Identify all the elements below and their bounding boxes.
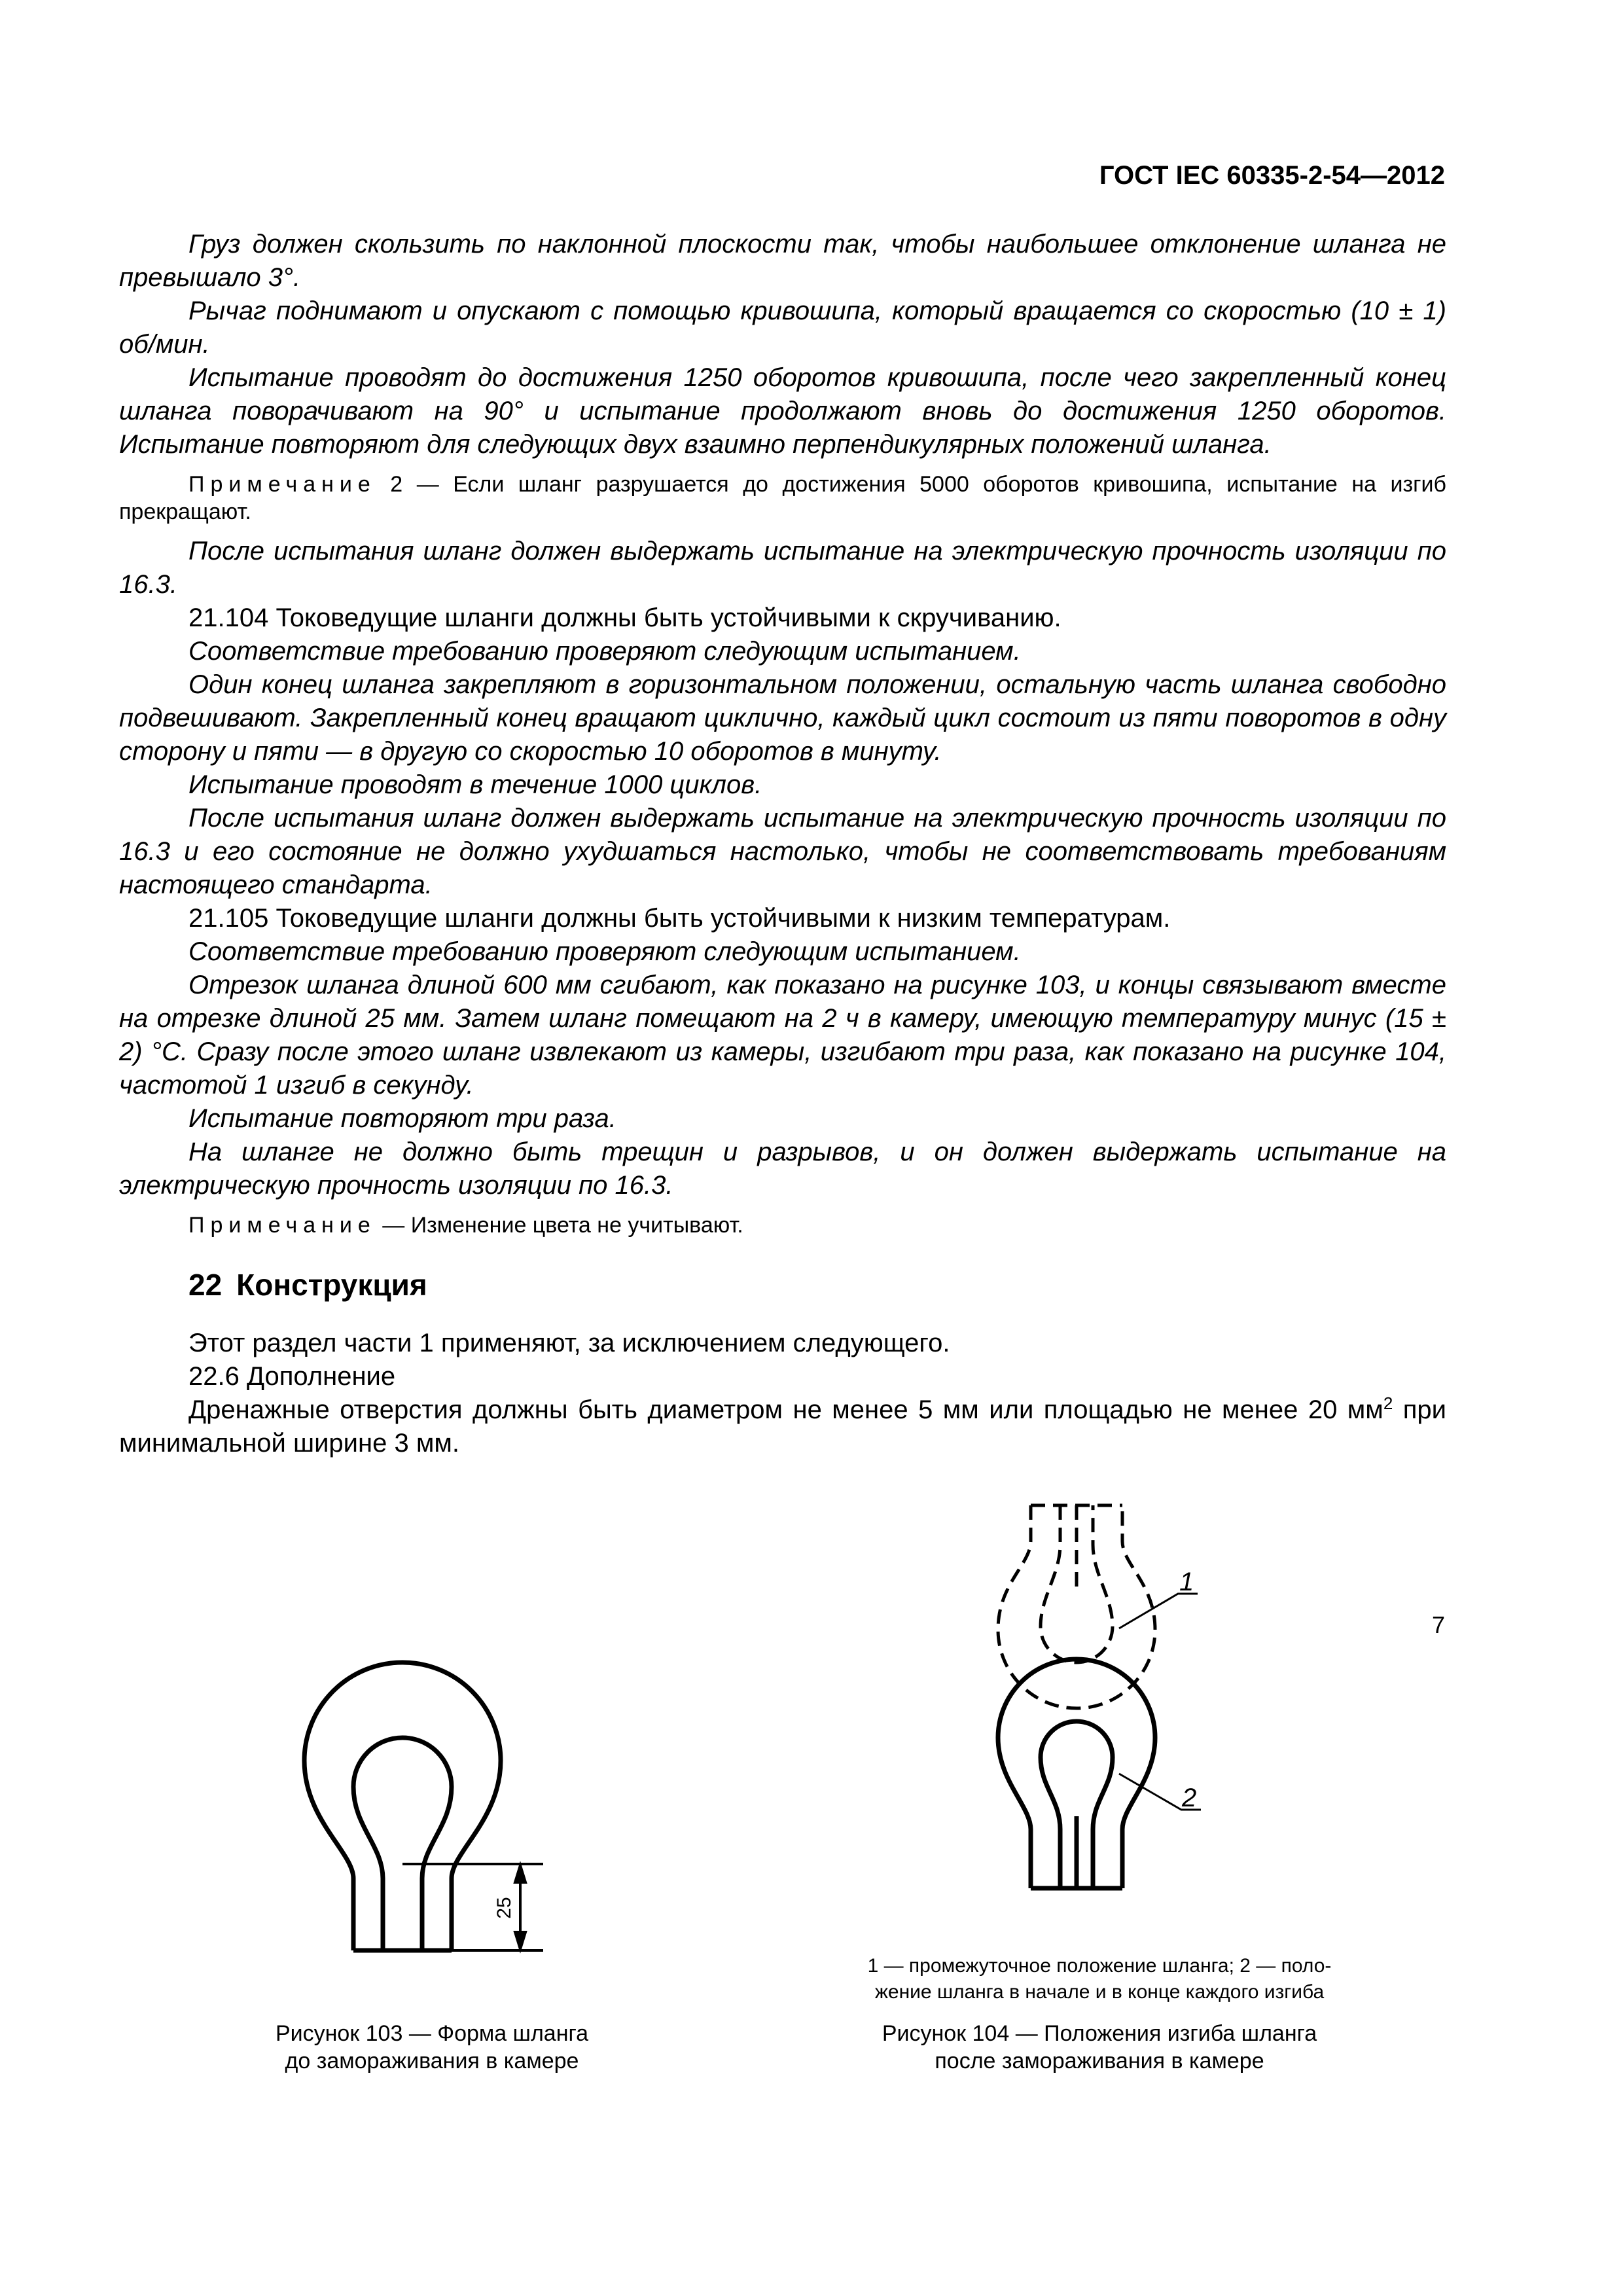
page-number: 7	[1431, 1611, 1445, 1638]
figure-104-legend-line1: 1 — промежуточное положение шланга; 2 — поло-	[867, 1955, 1332, 1977]
note-3-text: — Изменение цвета не учитывают.	[376, 1213, 743, 1238]
figure-104-legend	[798, 1953, 1400, 2005]
drain-text: Дренажные отверстия должны быть диаметром не менее 5 мм или площадью не менее 20 мм	[188, 1395, 1383, 1424]
leader-1	[1119, 1594, 1198, 1628]
paragraph-revolutions: Испытание проводят до достижения 1250 оборотов кривошипа, после чего закрепленный конец шланга поворачивают на 90° и испытание продолжают вновь до достижения 1250 оборотов. Испытание повторяют для следующих двух взаимно перпендикулярных положений шланга.	[119, 363, 1446, 459]
hose-inner-outline	[353, 1738, 452, 1950]
figure-103-caption-line2: до замораживания в камере	[285, 2049, 579, 2073]
hose-outer-outline	[304, 1662, 501, 1950]
figure-103-caption-line1: Рисунок 103 — Форма шланга	[275, 2021, 589, 2046]
figure-103-caption	[203, 2020, 661, 2075]
paragraph-compliance-2: Соответствие требованию проверяют следующим испытанием.	[188, 937, 1021, 966]
dimension-25-label: 25	[493, 1897, 515, 1919]
paragraph-twist-test: Один конец шланга закрепляют в горизонтальном положении, остальную часть шланга свободно подвешивают. Закрепленный конец вращают циклично, каждый цикл состоит из пяти поворотов в одну сторону и пяти — в другую со скоростью 10 оборотов в минуту.	[119, 670, 1446, 766]
note-2-text: 2 — Если шланг разрушается до достижения 5000 оборотов кривошипа, испытание на изгиб прекращают.	[119, 472, 1446, 524]
note-2	[119, 471, 1446, 526]
paragraph-cycles: Испытание проводят в течение 1000 циклов.	[188, 770, 762, 799]
drain-text-end: при минимальной ширине 3 мм.	[119, 1395, 1446, 1458]
paragraph-load-slide: Груз должен скользить по наклонной плоскости так, чтобы наибольшее отклонение шланга не превышало 3°.	[119, 230, 1446, 292]
paragraph-lever-crank: Рычаг поднимают и опускают с помощью кривошипа, который вращается со скоростью (10 ± 1) об/мин.	[119, 296, 1446, 359]
clause-21-104: 21.104 Токоведущие шланги должны быть устойчивыми к скручиванию.	[188, 603, 1061, 632]
clause-21-105: 21.105 Токоведущие шланги должны быть устойчивыми к низким температурам.	[188, 904, 1171, 933]
section-22-heading	[188, 1266, 1446, 1303]
figure-104-caption	[812, 2020, 1387, 2075]
section-22-intro: Этот раздел части 1 применяют, за исключением следующего.	[188, 1329, 950, 1357]
paragraph-drain-holes	[119, 1393, 1446, 1460]
section-number: 22	[188, 1268, 223, 1302]
clause-22-6: 22.6 Дополнение	[188, 1362, 396, 1391]
dimension-arrow-bottom	[515, 1932, 526, 1949]
figure-104-caption-line2: после замораживания в камере	[935, 2049, 1264, 2073]
start-end-position-solid	[998, 1659, 1155, 1888]
intermediate-position-dashed	[998, 1505, 1155, 1708]
note-3-label: Примечание	[188, 1213, 376, 1238]
label-1: 1	[1179, 1568, 1194, 1596]
standard-code-header: ГОСТ IEC 60335-2-54—2012	[1099, 161, 1445, 190]
paragraph-after-test: После испытания шланг должен выдержать испытание на электрическую прочность изоляции по 16.3.	[119, 537, 1446, 599]
figure-104-caption-line1: Рисунок 104 — Положения изгиба шланга	[882, 2021, 1317, 2046]
drain-superscript: 2	[1383, 1393, 1393, 1413]
paragraph-no-cracks: На шланге не должно быть трещин и разрывов, и он должен выдержать испытание на электрическую прочность изоляции по 16.3.	[119, 1138, 1446, 1200]
note-3	[119, 1211, 1446, 1239]
paragraph-cold-test: Отрезок шланга длиной 600 мм сгибают, как показано на рисунке 103, и концы связывают вместе на отрезке длиной 25 мм. Затем шланг помещают на 2 ч в камеру, имеющую температуру минус (15 ± 2) °С. Сразу после этого шланг извлекают из камеры, изгибают три раза, как показано на рисунке 104, частотой 1 изгиб в секунду.	[119, 971, 1446, 1100]
note-2-label: Примечание	[188, 472, 376, 497]
paragraph-compliance-1: Соответствие требованию проверяют следующим испытанием.	[188, 637, 1021, 666]
paragraph-repeat: Испытание повторяют три раза.	[188, 1104, 616, 1133]
figure-103-drawing	[288, 1656, 589, 1996]
document-body	[119, 228, 1446, 1460]
figure-104-drawing	[969, 1479, 1257, 1937]
label-2: 2	[1182, 1784, 1197, 1812]
paragraph-after-twist: После испытания шланг должен выдержать испытание на электрическую прочность изоляции по 16.3 и его состояние не должно ухудшаться настолько, чтобы не соответствовать требованиям настоящего стандарта.	[119, 804, 1446, 899]
section-title: Конструкция	[236, 1268, 427, 1302]
dimension-arrow-top	[515, 1865, 526, 1882]
figure-104-legend-line2: жение шланга в начале и в конце каждого изгиба	[874, 1981, 1325, 2003]
